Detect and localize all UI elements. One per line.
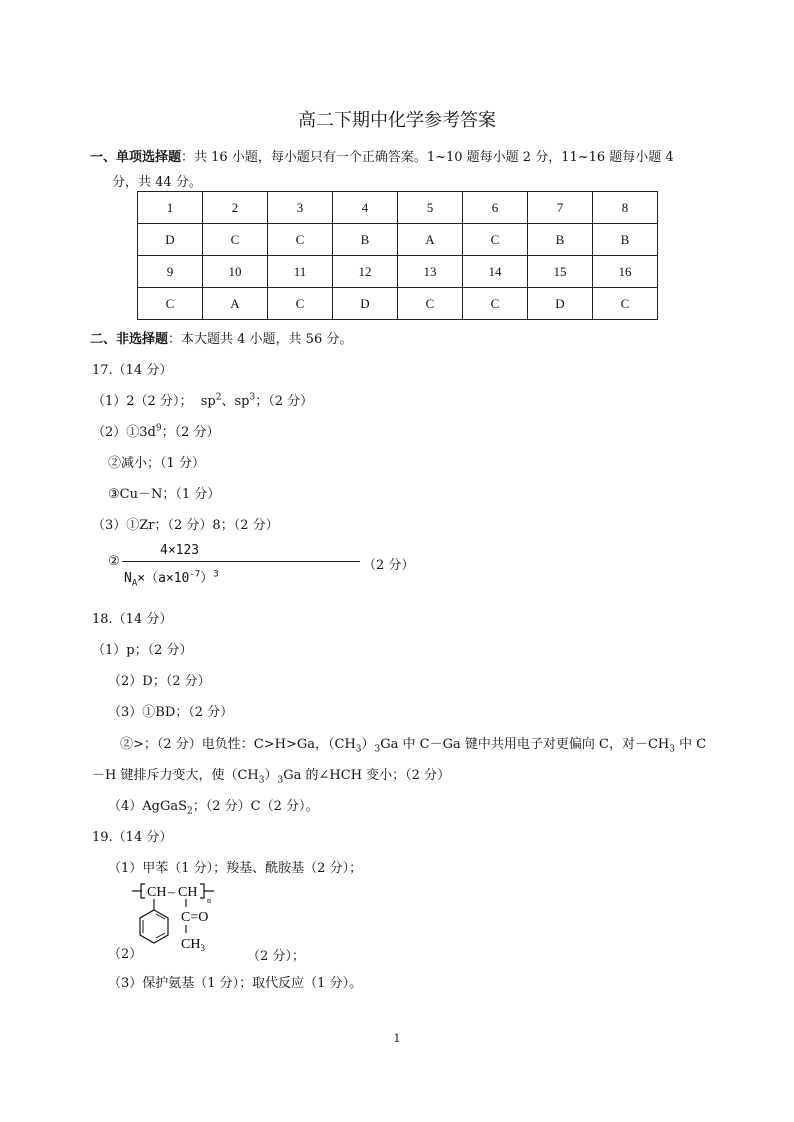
q18-l6-a: （4）AgGaS (108, 799, 188, 814)
q18-line6 (108, 795, 319, 817)
q18-line3: （3）①BD；（2 分） (108, 705, 234, 720)
table-row (138, 224, 658, 256)
table-cell: 10 (203, 256, 268, 288)
q18-l5-sub1: 3 (258, 775, 265, 786)
table-cell: C (268, 288, 333, 320)
q17-line4: ③Cu－N；（1 分） (108, 487, 221, 502)
table-cell: 11 (268, 256, 333, 288)
q17-l1-c-sup: 3 (249, 392, 256, 403)
table-cell: C (268, 224, 333, 256)
q18-line5 (92, 764, 451, 786)
benzene-ring-icon (140, 910, 168, 943)
table-cell: 16 (593, 256, 658, 288)
q17-l2-b: ；（2 分） (161, 425, 220, 440)
q18-l5-a: －H 键排斥力变大，使（CH (92, 768, 259, 783)
methyl-sub: 3 (200, 943, 205, 953)
table-row (138, 288, 658, 320)
q18-l4-a: ②>；（2 分）电负性：C>H>Ga，（CH (120, 737, 356, 752)
table-cell: C (138, 288, 203, 320)
q18-l4-sub1: 3 (355, 744, 362, 755)
q18-line4 (120, 733, 707, 755)
page-number: 1 (393, 1032, 401, 1045)
q18-l4-b: ） (361, 737, 375, 752)
q18-l4-c: Ga 中 C－Ga 键中共用电子对更偏向 C，对－CH (380, 737, 670, 752)
q19-line2-label: （2） (108, 947, 143, 962)
den-exp: -7 (189, 569, 201, 580)
table-cell: 2 (203, 192, 268, 224)
q19-header: 19.（14 分） (92, 830, 173, 845)
q18-line1: （1）p；（2 分） (92, 643, 193, 658)
polymer-structure (130, 878, 240, 958)
table-cell: 12 (333, 256, 398, 288)
q17-line5: （3）①Zr；（2 分）8；（2 分） (92, 518, 279, 533)
q17-l1-b: sp (200, 394, 216, 409)
den-close: ） (200, 571, 214, 586)
q18-l5-b: ） (264, 768, 278, 783)
table-cell: B (333, 224, 398, 256)
methyl-ch: CH (181, 937, 201, 952)
q18-l5-sub2: 3 (277, 775, 284, 786)
q17-l2-sup: 9 (155, 423, 162, 434)
carbonyl-group: C=O (181, 910, 209, 925)
table-cell: 4 (333, 192, 398, 224)
den-na-sub: A (131, 578, 138, 589)
table-cell: 7 (528, 192, 593, 224)
q17-line2 (92, 421, 220, 440)
table-cell: D (528, 288, 593, 320)
section1-desc-line1: ：共 16 小题，每小题只有一个正确答案。1~10 题每小题 2 分，11~16 题每小题 4 (181, 150, 674, 165)
q18-l4-d: 中 C (675, 737, 707, 752)
formula-denominator (124, 567, 219, 589)
table-cell: 15 (528, 256, 593, 288)
page-title: 高二下期中化学参考答案 (298, 110, 496, 131)
table-cell: D (333, 288, 398, 320)
table-cell: A (398, 224, 463, 256)
section1-line1 (90, 146, 674, 165)
section2-line (90, 328, 352, 347)
q18-l6-b: ；（2 分）C（2 分）。 (192, 799, 319, 814)
q19-line1: （1）甲苯（1 分）；羧基、酰胺基（2 分）； (108, 861, 363, 876)
section2-heading: 二、非选择题 (90, 332, 169, 347)
table-row (138, 256, 658, 288)
table-cell: 1 (138, 192, 203, 224)
section1-desc-line2: 分，共 44 分。 (112, 175, 202, 190)
table-cell: C (398, 288, 463, 320)
q17-l1-b-sup: 2 (215, 392, 222, 403)
den-body: ×（a×10 (137, 571, 190, 586)
q19-line2-points: （2 分）； (247, 949, 305, 964)
chain-dash: – (168, 885, 175, 900)
q18-line2: （2）D；（2 分） (108, 674, 211, 689)
den-na: N (124, 571, 132, 586)
table-cell: 13 (398, 256, 463, 288)
q19-line3: （3）保护氨基（1 分）；取代反应（1 分）。 (108, 976, 363, 991)
fraction-bar (122, 561, 360, 562)
table-cell: C (203, 224, 268, 256)
table-cell: A (203, 288, 268, 320)
table-cell: 5 (398, 192, 463, 224)
q17-l2-a: （2）①3d (92, 425, 156, 440)
table-cell: B (593, 224, 658, 256)
ring-double-1 (156, 914, 165, 919)
section1-heading: 一、单项选择题 (90, 150, 182, 165)
q18-l5-c: Ga 的∠HCH 变小；（2 分） (283, 768, 451, 783)
q17-l1-c: 、sp (221, 394, 250, 409)
table-cell: B (528, 224, 593, 256)
methyl-group (181, 937, 205, 953)
density-formula (108, 543, 415, 593)
table-cell: D (138, 224, 203, 256)
section2-desc: ：本大题共 4 小题，共 56 分。 (168, 332, 353, 347)
formula-numerator: 4×123 (160, 543, 200, 558)
table-cell: C (463, 288, 528, 320)
table-cell: 14 (463, 256, 528, 288)
q17-l1-d: ；（2 分） (255, 394, 314, 409)
q17-l1-a: （1）2（2 分）； (92, 394, 193, 409)
chain-ch-1: CH (147, 885, 167, 900)
q17-line1 (92, 390, 313, 409)
chain-ch-2: CH (178, 885, 198, 900)
q18-header: 18.（14 分） (92, 612, 173, 627)
q18-l4-sub3: 3 (669, 744, 675, 755)
den-pow: 3 (213, 569, 219, 580)
q17-line3: ②减小；（1 分） (108, 456, 205, 471)
table-cell: 6 (463, 192, 528, 224)
formula-points: （2 分） (363, 558, 415, 573)
table-row (138, 192, 658, 224)
table-cell: 9 (138, 256, 203, 288)
q17-header: 17.（14 分） (92, 363, 173, 378)
table-cell: C (593, 288, 658, 320)
formula-circle-label: ② (108, 554, 120, 569)
answer-table (137, 191, 658, 320)
right-bracket (200, 884, 204, 898)
table-cell: 3 (268, 192, 333, 224)
table-cell: 8 (593, 192, 658, 224)
chain-n: n (207, 896, 211, 905)
table-cell: C (463, 224, 528, 256)
q18-l6-sub: 2 (187, 806, 193, 817)
q18-l4-sub2: 3 (374, 744, 381, 755)
